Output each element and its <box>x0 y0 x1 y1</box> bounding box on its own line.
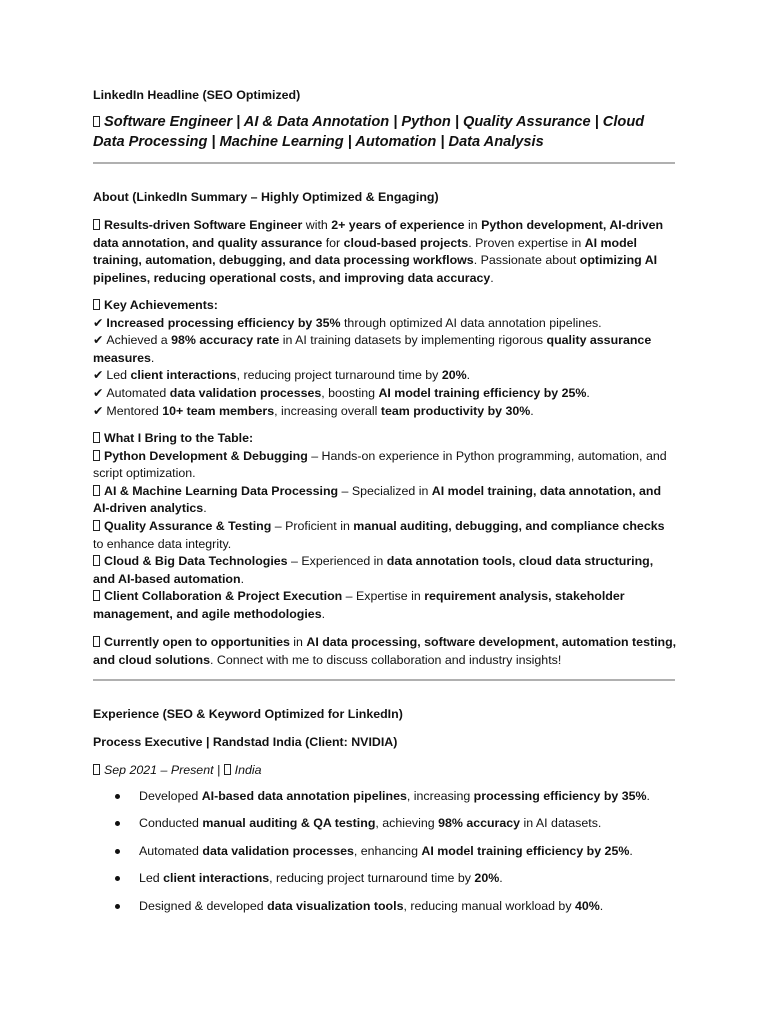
checkmark-icon: ✔ <box>93 385 104 400</box>
bring-item: Python Development & Debugging – Hands-on experience in Python programming, automation, and script optimization. <box>93 448 667 481</box>
emoji-placeholder-icon <box>93 116 100 127</box>
emoji-placeholder-icon <box>93 450 100 461</box>
headline-section-title: LinkedIn Headline (SEO Optimized) <box>93 88 301 102</box>
checkmark-icon: ✔ <box>93 333 104 348</box>
achievement-item: ✔ Achieved a 98% accuracy rate in AI training datasets by implementing rigorous quality assurance measures. <box>93 333 652 365</box>
list-item: Developed AI-based data annotation pipelines, increasing processing efficiency by 35%. <box>115 788 675 815</box>
job-dates-location: Sep 2021 – Present | India <box>93 762 262 780</box>
achievement-item: ✔ Led client interactions, reducing project turnaround time by 20%. <box>93 368 471 383</box>
checkmark-icon: ✔ <box>93 403 104 418</box>
about-section-title: About (LinkedIn Summary – Highly Optimized & Engaging) <box>93 190 439 204</box>
list-item: Designed & developed data visualization tools, reducing manual workload by 40%. <box>115 898 675 925</box>
section-divider <box>93 679 675 681</box>
achievement-item: ✔ Mentored 10+ team members, increasing overall team productivity by 30%. <box>93 403 534 418</box>
emoji-placeholder-icon <box>93 219 100 230</box>
bullet-icon <box>115 849 120 854</box>
what-i-bring <box>93 430 678 624</box>
list-item: Conducted manual auditing & QA testing, achieving 98% accuracy in AI datasets. <box>115 815 675 842</box>
experience-section-title: Experience (SEO & Keyword Optimized for LinkedIn) <box>93 707 403 721</box>
checkmark-icon: ✔ <box>93 315 104 330</box>
achievements-title: Key Achievements: <box>93 297 678 315</box>
about-intro-paragraph: Results-driven Software Engineer with 2+ years of experience in Python development, AI-driven data annotation, and quality assurance for cloud-based projects. Proven expertise in AI model training, automation, debugging, and data processing workflows. Passionate about optimizing AI pipelines, reducing operational costs, and improving data accuracy. <box>93 218 664 285</box>
bullet-icon <box>115 876 120 881</box>
job-role-title: Process Executive | Randstad India (Client: NVIDIA) <box>93 735 398 749</box>
section-divider <box>93 162 675 164</box>
list-item: Automated data validation processes, enhancing AI model training efficiency by 25%. <box>115 843 675 870</box>
experience-bullets <box>115 788 675 925</box>
bring-item: AI & Machine Learning Data Processing – Specialized in AI model training, data annotation, and AI-driven analytics. <box>93 483 662 516</box>
emoji-placeholder-icon <box>93 520 100 531</box>
calendar-icon <box>93 764 100 775</box>
key-achievements <box>93 297 678 420</box>
emoji-placeholder-icon <box>93 299 100 310</box>
emoji-placeholder-icon <box>93 485 100 496</box>
emoji-placeholder-icon <box>93 555 100 566</box>
checkmark-icon: ✔ <box>93 368 104 383</box>
bring-item: Cloud & Big Data Technologies – Experienced in data annotation tools, cloud data structuring, and AI-based automation. <box>93 554 654 586</box>
emoji-placeholder-icon <box>93 432 100 443</box>
bullet-icon <box>115 904 120 909</box>
bring-item: Quality Assurance & Testing – Proficient in manual auditing, debugging, and compliance checks to enhance data integrity. <box>93 518 665 551</box>
list-item: Led client interactions, reducing project turnaround time by 20%. <box>115 870 675 897</box>
emoji-placeholder-icon <box>93 590 100 601</box>
location-pin-icon <box>224 764 231 775</box>
achievement-item: ✔ Automated data validation processes, boosting AI model training efficiency by 25%. <box>93 385 590 400</box>
emoji-placeholder-icon <box>93 636 100 647</box>
achievement-item: ✔ Increased processing efficiency by 35% through optimized AI data annotation pipelines. <box>93 315 602 330</box>
bullet-icon <box>115 821 120 826</box>
about-closing-paragraph: Currently open to opportunities in AI data processing, software development, automation testing, and cloud solutions. Connect with me to discuss collaboration and industry insights! <box>93 635 677 667</box>
bring-item: Client Collaboration & Project Execution – Expertise in requirement analysis, stakeholder management, and agile methodologies. <box>93 589 625 621</box>
bullet-icon <box>115 794 120 799</box>
linkedin-headline: Software Engineer | AI & Data Annotation | Python | Quality Assurance | Cloud Data Processing | Machine Learning | Automation | Data Analysis <box>93 114 645 150</box>
bring-title: What I Bring to the Table: <box>93 430 678 448</box>
